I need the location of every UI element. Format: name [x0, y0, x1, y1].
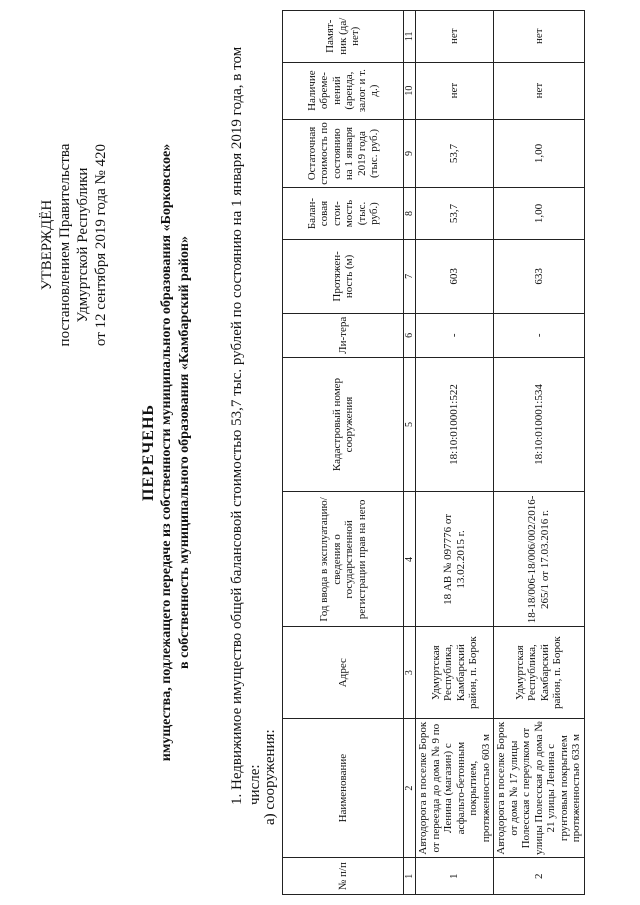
cell-litera: - [494, 314, 585, 357]
cell-encumbrance: нет [416, 62, 494, 119]
cell-litera: - [416, 314, 494, 357]
cell-address: Удмуртская Республика, Камбарский район, п. Борок [416, 627, 494, 718]
column-header: Ли-тера [283, 314, 404, 357]
table-row [494, 11, 585, 895]
column-index: 8 [404, 188, 416, 239]
property-table [282, 10, 585, 895]
document-title: ПЕРЕЧЕНЬ [140, 404, 157, 501]
column-header: Балан-совая стои-мость (тыс. руб.) [283, 188, 404, 239]
column-index: 10 [404, 62, 416, 119]
document-subtitle: в собственность муниципального образования «Камбарский район» [177, 236, 192, 669]
paragraph-property [228, 35, 264, 865]
column-index: 1 [404, 858, 416, 895]
document-heading [140, 0, 194, 905]
column-index: 9 [404, 119, 416, 188]
column-header: Наличие обреме-нений (аренда, залог и т. д.) [283, 62, 404, 119]
approval-date: от 12 сентября 2019 года № 420 [93, 143, 109, 347]
document-subtitle: имущества, подлежащего передаче из собственности муниципального образования «Борковское» [159, 143, 174, 762]
cell-registration: 18-18/006-18/006/002/2016-265/1 от 17.03.2016 г. [494, 492, 585, 627]
column-header: Памят-ник (да/нет) [283, 11, 404, 63]
column-header: Остаточная стоимость по состоянию на 1 января 2019 года (тыс. руб.) [283, 119, 404, 188]
column-header: Кадастровый номер сооружения [283, 357, 404, 492]
cell-balance: 1,00 [494, 188, 585, 239]
cell-registration: 18 АВ № 097776 от 13.02.2015 г. [416, 492, 494, 627]
cell-monument: нет [494, 11, 585, 63]
cell-name: Автодорога в поселке Борок от дома № 17 улицы Полесская с переулком от улицы Полесская до дома № 21 улицы Ленина с грунтовым покрытием протяженностью 633 м [494, 718, 585, 858]
table-header-row [283, 11, 404, 895]
column-header: № п/п [283, 858, 404, 895]
paragraph-structures: а) сооружения: [262, 729, 278, 825]
column-index: 6 [404, 314, 416, 357]
approval-line: Удмуртской Республики [75, 167, 91, 323]
column-index: 4 [404, 492, 416, 627]
cell-monument: нет [416, 11, 494, 63]
cell-name: Автодорога в поселке Борок от переезда до дома № 9 по Ленина (магазин) с асфальто-бетонным покрытием, протяженностью 603 м [416, 718, 494, 858]
paragraph-text: 1. Недвижимое имущество общей балансовой стоимостью 53,7 тыс. рублей по состоянию на 1 января 2019 года, в том числе: [229, 46, 263, 805]
cell-residual: 53,7 [416, 119, 494, 188]
column-index: 5 [404, 357, 416, 492]
column-index-row [404, 11, 416, 895]
column-index: 2 [404, 718, 416, 858]
cell-address: Удмуртская Республика, Камбарский район, п. Борок [494, 627, 585, 718]
cell-length: 633 [494, 239, 585, 313]
approval-stamp [38, 80, 110, 410]
table-row [416, 11, 494, 895]
column-header: Год ввода в эксплуатацию/ сведения о государственной регистрации прав на него [283, 492, 404, 627]
cell-length: 603 [416, 239, 494, 313]
cell-balance: 53,7 [416, 188, 494, 239]
column-index: 7 [404, 239, 416, 313]
column-index: 3 [404, 627, 416, 718]
approval-line: постановлением Правительства [57, 143, 73, 347]
cell-encumbrance: нет [494, 62, 585, 119]
approval-title: УТВЕРЖДЁН [39, 199, 55, 291]
cell-num: 2 [494, 858, 585, 895]
cell-num: 1 [416, 858, 494, 895]
column-header: Наименование [283, 718, 404, 858]
cell-cadastral: 18:10:010001:534 [494, 357, 585, 492]
column-header: Адрес [283, 627, 404, 718]
column-index: 11 [404, 11, 416, 63]
cell-residual: 1,00 [494, 119, 585, 188]
column-header: Протяжен-ность (м) [283, 239, 404, 313]
cell-cadastral: 18:10:010001:522 [416, 357, 494, 492]
